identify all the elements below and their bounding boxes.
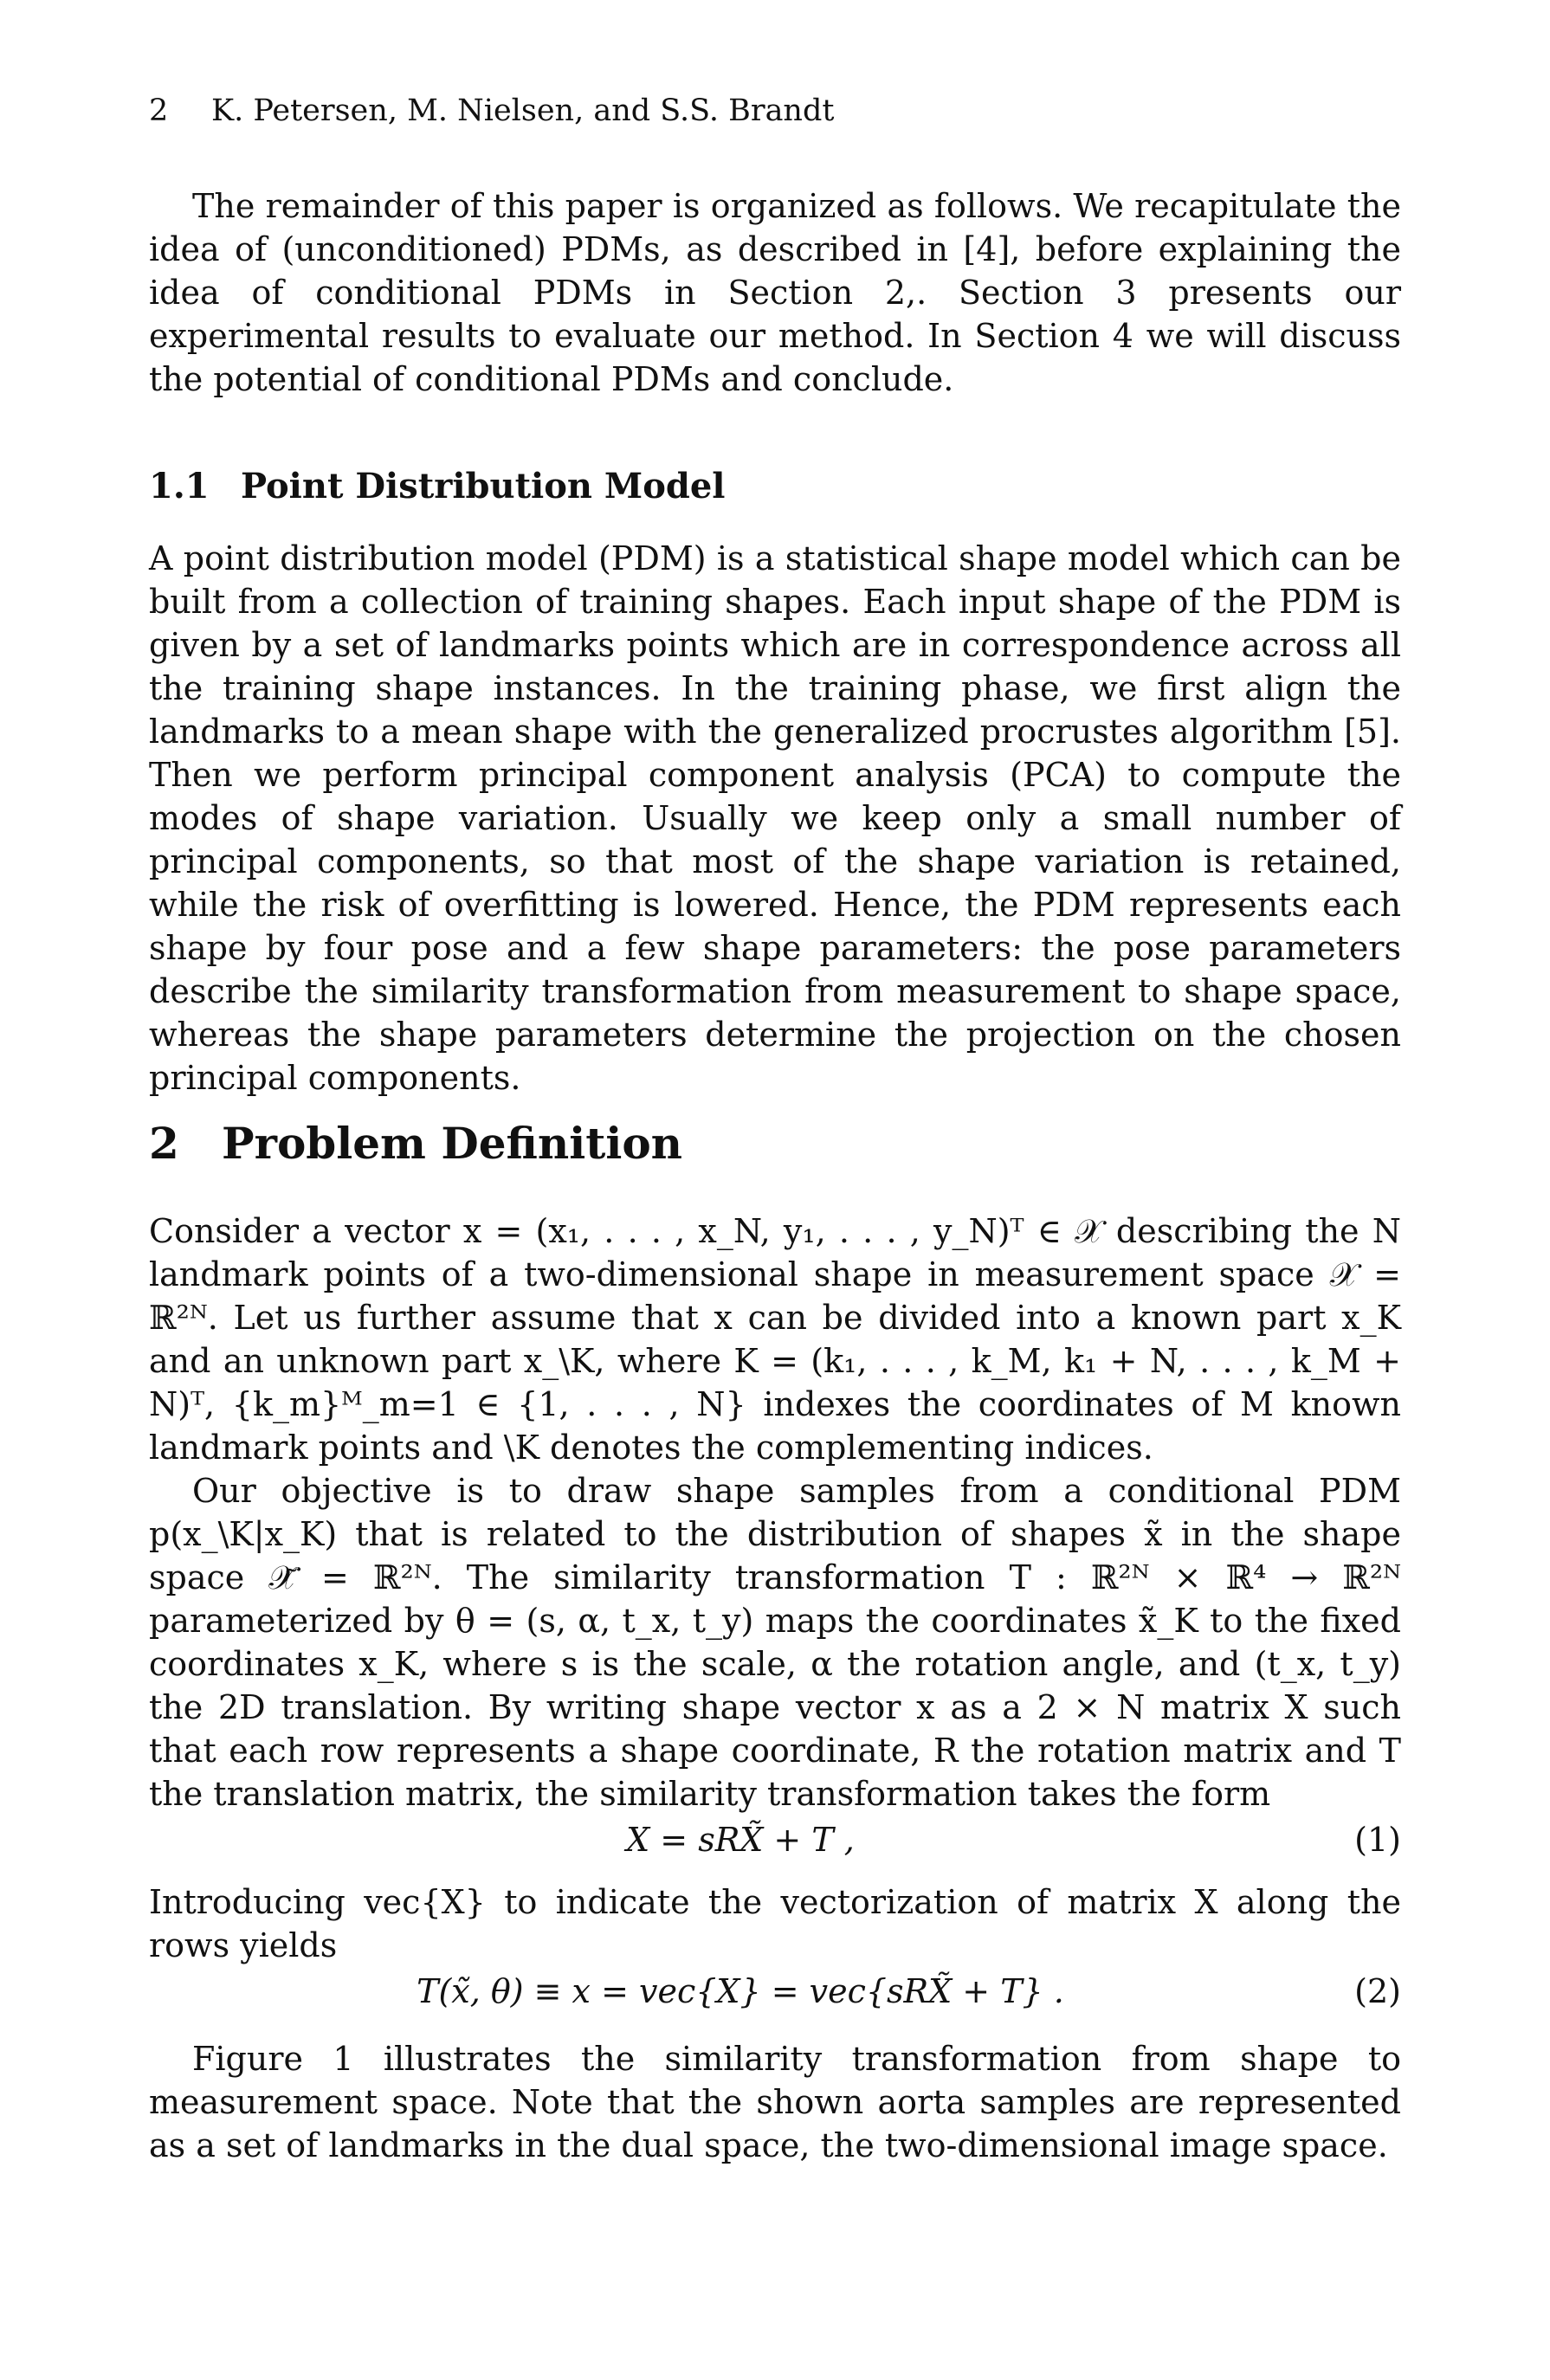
equation-2-body: T(x̃, θ) ≡ x = vec{X} = vec{sRX̃ + T} . — [417, 1972, 1064, 2010]
problem-paragraph-4: Figure 1 illustrates the similarity transformation from shape to measurement space. Note that the shown aorta samples are represented as a set of landmarks in the dual space, the two-dimensional image space. — [149, 2040, 1401, 2164]
section-number: 2 — [149, 1118, 179, 1169]
intro-paragraph: The remainder of this paper is organized as follows. We recapitulate the idea of (unconditioned) PDMs, as described in [4], before explaining the idea of conditional PDMs in Section 2,. Section 3 presents our experimental results to evaluate our method. In Section 4 we will discuss the potential of conditional PDMs and conclude. — [149, 187, 1401, 398]
page-number: 2 — [149, 94, 169, 128]
equation-1-tag: (1) — [1354, 1821, 1401, 1859]
equation-1 — [149, 1818, 1401, 1861]
equation-2 — [149, 1970, 1401, 2013]
pdm-paragraph: A point distribution model (PDM) is a statistical shape model which can be built from a collection of training shapes. Each input shape of the PDM is given by a set of landmarks points which are in correspondence across all the training shape instances. In the training phase, we first align the landmarks to a mean shape with the generalized procrustes algorithm [5]. Then we perform principal component analysis (PCA) to compute the modes of shape variation. Usually we keep only a small number of principal components, so that most of the shape variation is retained, while the risk of overfitting is lowered. Hence, the PDM represents each shape by four pose and a few shape parameters: the pose parameters describe the similarity transformation from measurement to shape space, whereas the shape parameters determine the projection on the chosen principal components. — [149, 539, 1401, 1097]
equation-1-body: X = sRX̃ + T , — [626, 1821, 855, 1859]
subsection-title: Point Distribution Model — [241, 466, 726, 506]
equation-2-tag: (2) — [1354, 1972, 1401, 2010]
section-2-paragraph-4 — [149, 2037, 1401, 2167]
problem-paragraph-2: Our objective is to draw shape samples from a conditional PDM p(x_\K|x_K) that is related to the distribution of shapes x̃ in the shape space 𝒳̃ = ℝ²ᴺ. The similarity transformation T : ℝ²ᴺ × ℝ⁴ → ℝ²ᴺ parameterized by θ = (s, α, t_x, t_y) maps the coordinates x̃_K to the fixed coordinates x_K, where s is the scale, α the rotation angle, and (t_x, t_y) the 2D translation. By writing shape vector x as a 2 × N matrix X such that each row represents a shape coordinate, R the rotation matrix and T the translation matrix, the similarity transformation takes the form — [149, 1472, 1401, 1813]
section-title: Problem Definition — [222, 1118, 683, 1169]
intro-block — [149, 184, 1401, 401]
section-2-paragraph-2 — [149, 1469, 1401, 1816]
problem-paragraph-3: Introducing vec{X} to indicate the vectorization of matrix X along the rows yields — [149, 1883, 1401, 1964]
subsection-number: 1.1 — [149, 466, 210, 506]
subsection-1-1-body — [149, 537, 1401, 1100]
running-header — [149, 94, 834, 128]
section-2-paragraph-3 — [149, 1880, 1401, 1967]
author-line: K. Petersen, M. Nielsen, and S.S. Brandt — [211, 94, 835, 128]
subsection-1-1-heading — [149, 465, 1401, 508]
problem-paragraph-1: Consider a vector x = (x₁, . . . , x_N, y₁, . . . , y_N)ᵀ ∈ 𝒳 describing the N landmark points of a two-dimensional shape in measurement space 𝒳 = ℝ²ᴺ. Let us further assume that x can be divided into a known part x_K and an unknown part x_\K, where K = (k₁, . . . , k_M, k₁ + N, . . . , k_M + N)ᵀ, {k_m}ᴹ_m=1 ∈ {1, . . . , N} indexes the coordinates of M known landmark points and \K denotes the complementing indices. — [149, 1212, 1401, 1467]
section-2-paragraph-1 — [149, 1209, 1401, 1469]
section-2-heading — [149, 1118, 1401, 1170]
